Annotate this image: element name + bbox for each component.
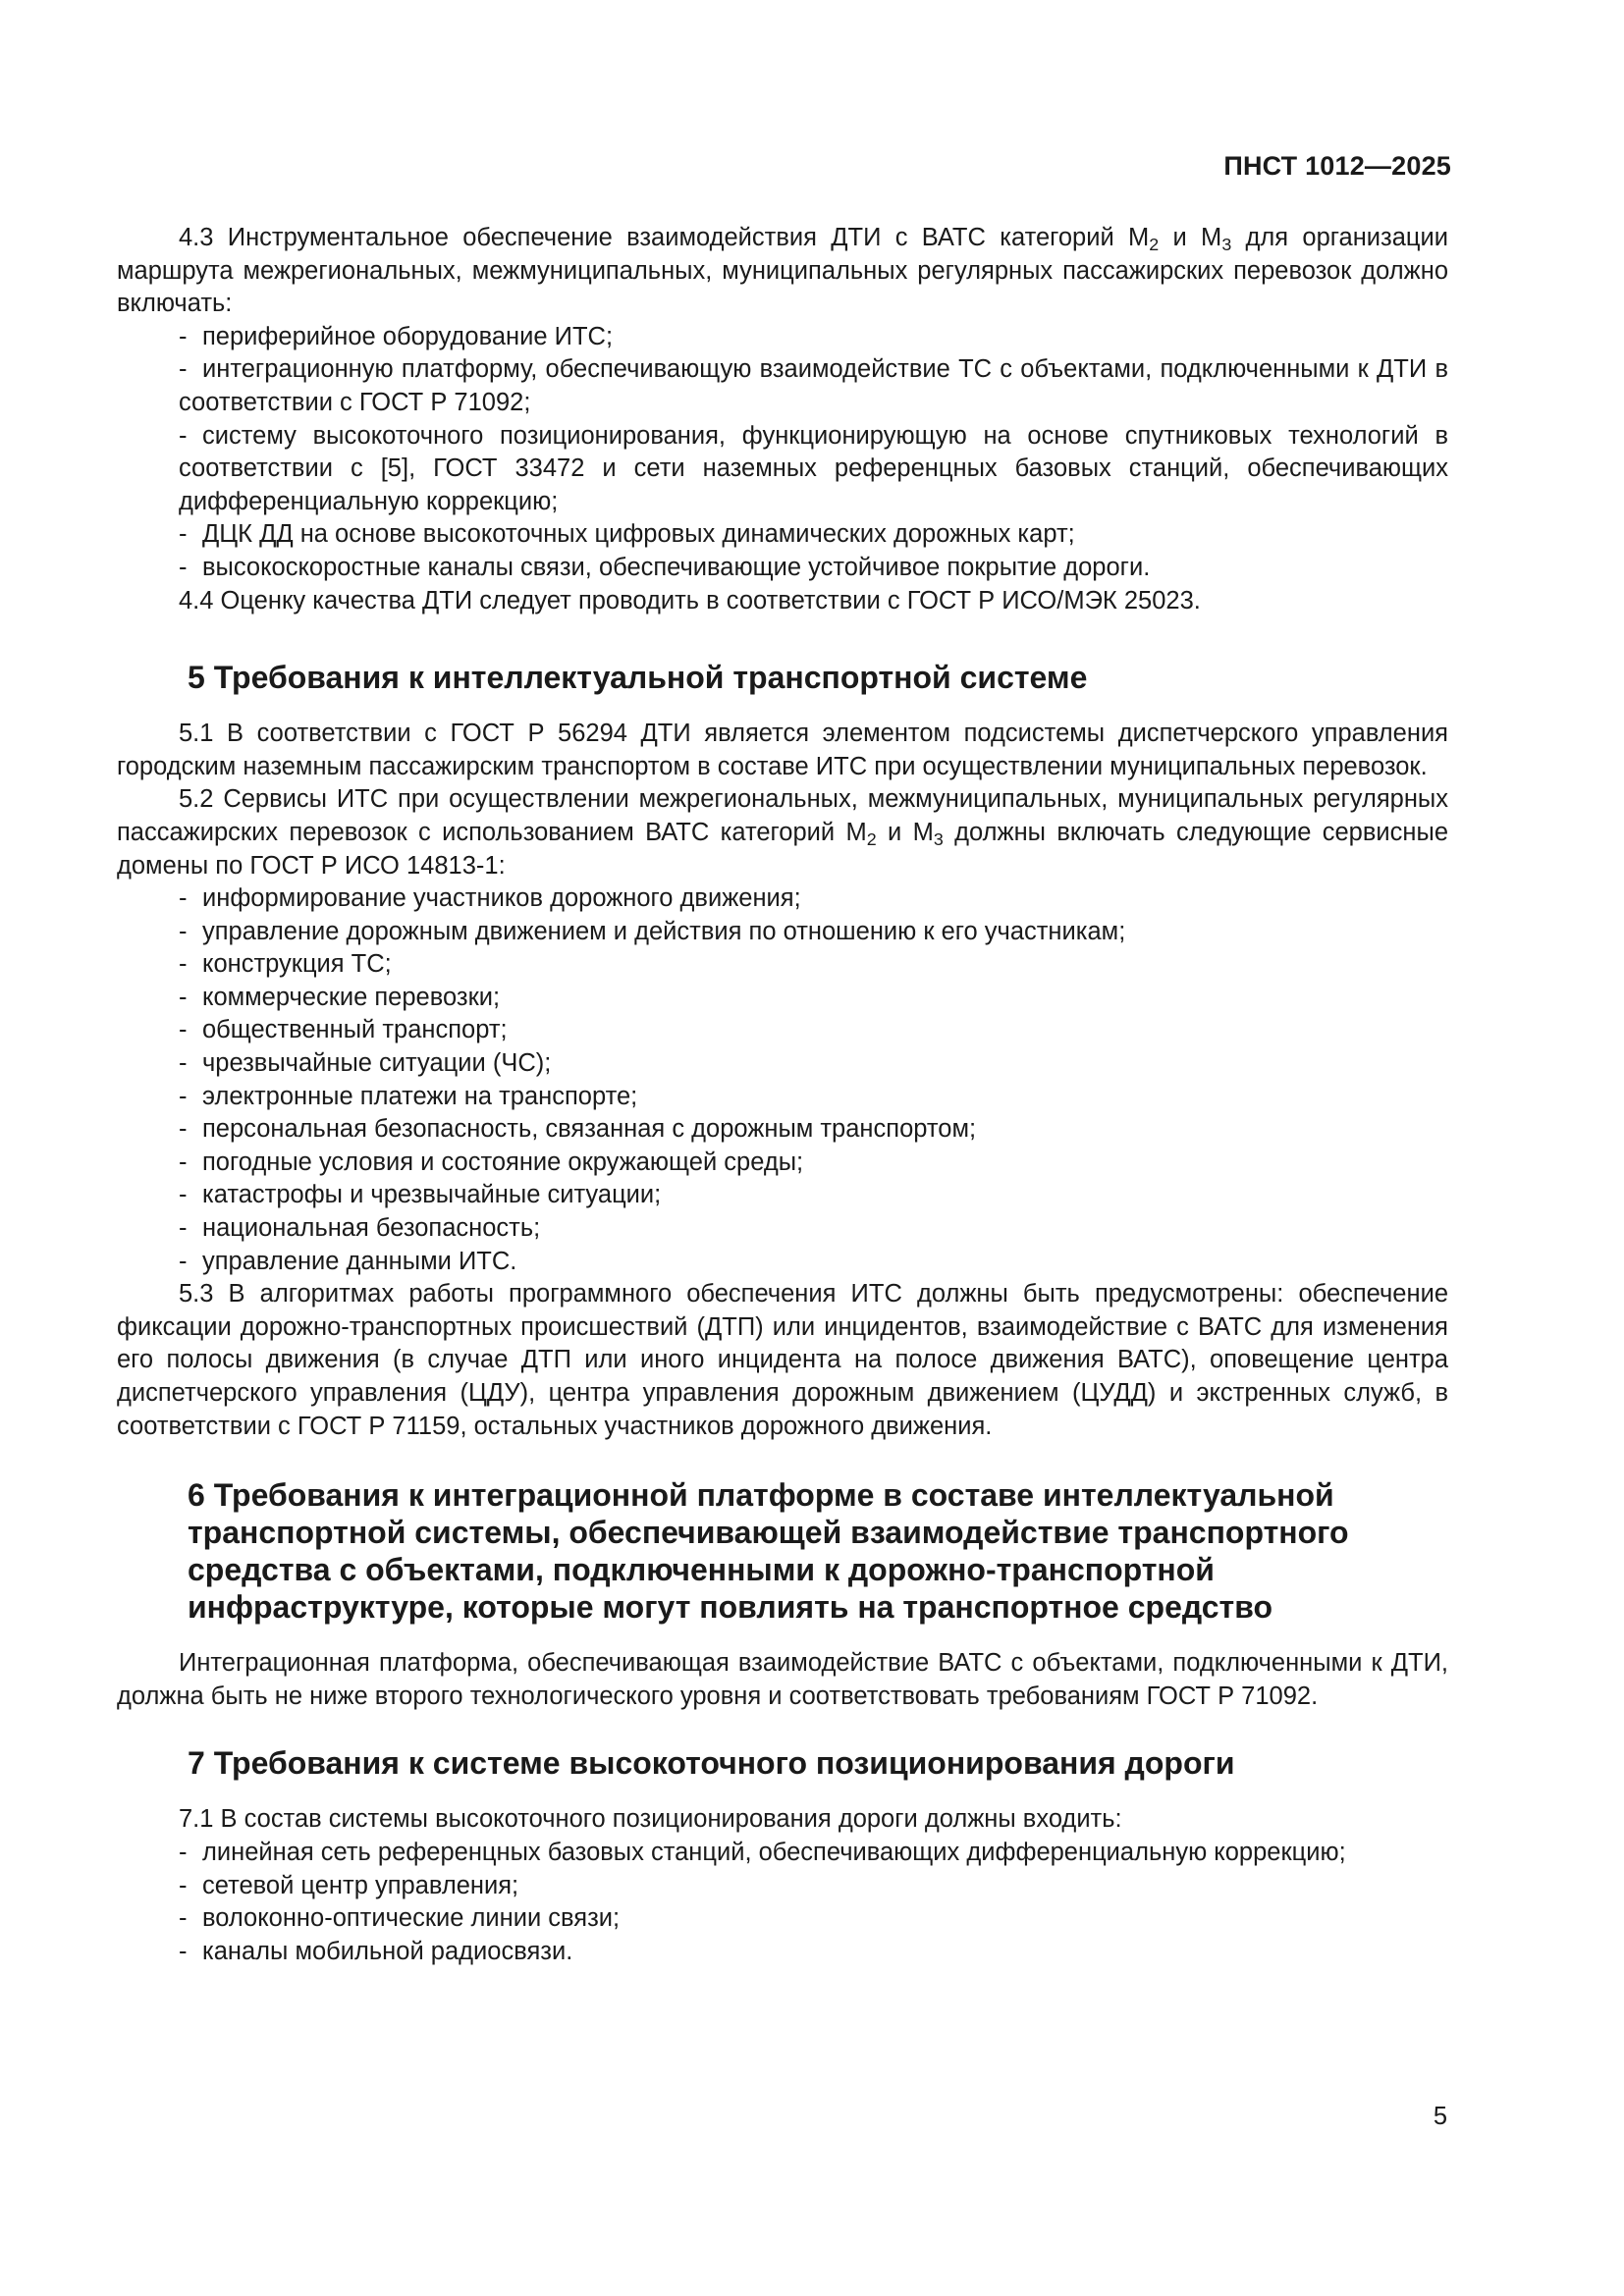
list-item: - чрезвычайные ситуации (ЧС);	[179, 1049, 552, 1078]
list-item: - линейная сеть референцных базовых станций, обеспечивающих дифференциальную коррекцию;	[179, 1838, 1346, 1866]
list-item: - управление данными ИТС.	[179, 1247, 517, 1275]
list-item: - информирование участников дорожного движения;	[179, 884, 801, 913]
list-item: - персональная безопасность, связанная с дорожным транспортом;	[179, 1115, 977, 1144]
paragraph-5-1: 5.1 В соответствии с ГОСТ Р 56294 ДТИ является элементом подсистемы диспетчерского управления городским наземным пассажирским транспортом в составе ИТС при осуществлении муниципальных перевозок.	[117, 720, 1448, 780]
page-number: 5	[1433, 2103, 1447, 2130]
paragraph-5-2: 5.2 Сервисы ИТС при осуществлении межрегиональных, межмуниципальных, муниципальных регулярных пассажирских перевозок с использованием ВАТС категорий $М_2$ и $М_3$ должны включать следующие сервисные домены по ГОСТ Р ИСО 14813-1:	[117, 785, 1448, 880]
document-code: ПНСТ 1012—2025	[1223, 151, 1451, 181]
list-item: - систему высокоточного позиционирования, функционирующую на основе спутниковых технологий в соответствии с [5], ГОСТ 33472 и сети наземных референцных базовых станций, обеспечивающих дифференциальную коррекцию;	[179, 421, 1448, 515]
list-item: - управление дорожным движением и действия по отношению к его участникам;	[179, 917, 1126, 945]
list-item: - погодные условия и состояние окружающей среды;	[179, 1148, 804, 1176]
list-item: - периферийное оборудование ИТС;	[179, 322, 614, 350]
list-item: - высокоскоростные каналы связи, обеспечивающие устойчивое покрытие дороги.	[179, 553, 1151, 581]
list-item: - сетевой центр управления;	[179, 1871, 519, 1899]
list-item: - национальная безопасность;	[179, 1214, 541, 1243]
paragraph-4-3: 4.3 Инструментальное обеспечение взаимодействия ДТИ с ВАТС категорий $М_2$ и $М_3$ для организации маршрута межрегиональных, межмуниципальных, муниципальных регулярных пассажирских перевозок должно включать:	[117, 224, 1448, 318]
list-item: - коммерческие перевозки;	[179, 983, 501, 1011]
section-5-heading: 5 Требования к интеллектуальной транспортной системе	[188, 660, 1088, 696]
paragraph-7-1: 7.1 В состав системы высокоточного позиционирования дороги должны входить:	[179, 1805, 1122, 1834]
list-item: - электронные платежи на транспорте;	[179, 1082, 638, 1110]
paragraph-5-3: 5.3 В алгоритмах работы программного обеспечения ИТС должны быть предусмотрены: обеспечение фиксации дорожно-транспортных происшествий (ДТП) или инцидентов, взаимодействие с ВАТС для изменения его полосы движения (в случае ДТП или иного инцидента на полосе движения ВАТС), оповещение центра диспетчерского управления (ЦДУ), центра управления дорожным движением (ЦУДД) и экстренных служб, в соответствии с ГОСТ Р 71159, остальных участников дорожного движения.	[117, 1280, 1448, 1440]
list-item: - волоконно-оптические линии связи;	[179, 1904, 621, 1933]
list-item: - конструкция ТС;	[179, 950, 392, 979]
list-item: - ДЦК ДД на основе высокоточных цифровых динамических дорожных карт;	[179, 520, 1075, 549]
document-body	[117, 222, 1448, 1968]
list-item: - каналы мобильной радиосвязи.	[179, 1937, 573, 1965]
paragraph-6: Интеграционная платформа, обеспечивающая взаимодействие ВАТС с объектами, подключенными к ДТИ, должна быть не ниже второго технологического уровня и соответствовать требованиям ГОСТ Р 71092.	[117, 1649, 1448, 1710]
paragraph-4-4: 4.4 Оценку качества ДТИ следует проводить в соответствии с ГОСТ Р ИСО/МЭК 25023.	[179, 586, 1201, 614]
list-item: - катастрофы и чрезвычайные ситуации;	[179, 1181, 662, 1209]
list-item: - интеграционную платформу, обеспечивающую взаимодействие ТС с объектами, подключенными к ДТИ в соответствии с ГОСТ Р 71092;	[179, 355, 1448, 416]
section-6-heading: 6 Требования к интеграционной платформе в составе интеллектуальной транспортной системы, обеспечивающей взаимодействие транспортного средства с объектами, подключенными к дорожно-транспортной инфраструктуре, которые могут повлиять на транспортное средство	[188, 1477, 1349, 1626]
section-7-heading: 7 Требования к системе высокоточного позиционирования дороги	[188, 1745, 1235, 1782]
list-item: - общественный транспорт;	[179, 1016, 508, 1044]
